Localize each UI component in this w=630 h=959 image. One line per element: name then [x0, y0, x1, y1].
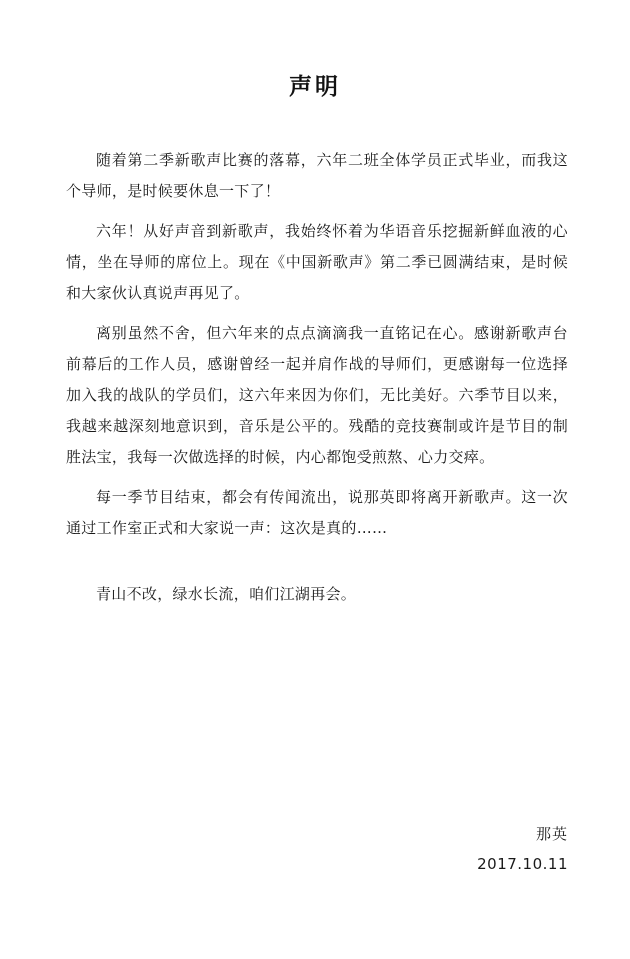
paragraph-1: 随着第二季新歌声比赛的落幕，六年二班全体学员正式毕业，而我这个导师，是时候要休息一下了！ — [66, 151, 568, 200]
document-page — [0, 68, 630, 959]
paragraph-5: 青山不改，绿水长流，咱们江湖再会。 — [96, 585, 357, 603]
signature-block — [477, 819, 568, 879]
paragraph-2: 六年！从好声音到新歌声，我始终怀着为华语音乐挖掘新鲜血液的心情，坐在导师的席位上。现在《中国新歌声》第二季已圆满结束，是时候和大家伙认真说声再见了。 — [66, 222, 568, 302]
document-body — [0, 145, 630, 610]
paragraph-3: 离别虽然不舍，但六年来的点点滴滴我一直铭记在心。感谢新歌声台前幕后的工作人员，感谢曾经一起并肩作战的导师们，更感谢每一位选择加入我的战队的学员们，这六年来因为你们，无比美好。六季节目以来，我越来越深刻地意识到，音乐是公平的。残酷的竞技赛制或许是节目的制胜法宝，我每一次做选择的时候，内心都饱受煎熬、心力交瘁。 — [66, 324, 568, 466]
page-title: 声明 — [289, 74, 341, 100]
paragraph-4: 每一季节目结束，都会有传闻流出，说那英即将离开新歌声。这一次通过工作室正式和大家说一声：这次是真的…… — [66, 488, 568, 537]
signature-name: 那英 — [535, 825, 568, 843]
signature-date: 2017.10.11 — [477, 855, 568, 873]
